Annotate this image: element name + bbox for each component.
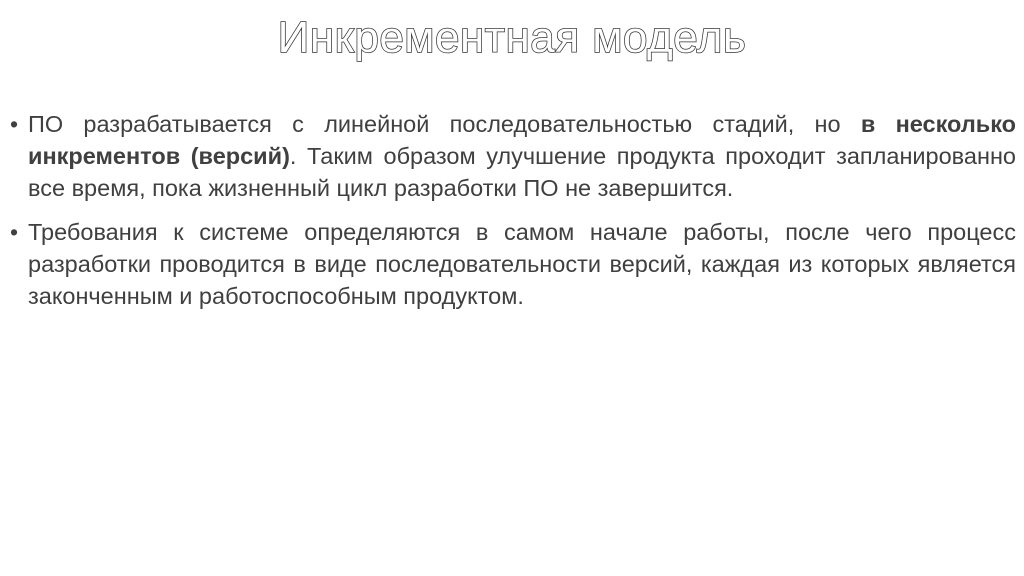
- bullet-1-text-after: . Таким образом улучшение продукта проходит запланированно все время, пока жизненный цикл разработки ПО не завершится.: [28, 143, 1016, 201]
- bullet-item-2: [10, 216, 1016, 312]
- slide-body: [10, 108, 1016, 324]
- bullet-1-text-bold: в несколько инкрементов (версий): [28, 111, 1016, 169]
- bullet-1-text-before: ПО разрабатывается с линейной последовательностью стадий, но: [28, 111, 861, 137]
- bullet-dot-icon: •: [10, 111, 19, 137]
- bullet-2-text: Требования к системе определяются в самом начале работы, после чего процесс разработки проводится в виде последовательности версий, каждая из которых является законченным и работоспособным продуктом.: [28, 219, 1016, 309]
- slide-title: Инкрементная модель: [277, 13, 747, 62]
- bullet-item-1: [10, 108, 1016, 204]
- bullet-dot-icon: •: [10, 219, 19, 245]
